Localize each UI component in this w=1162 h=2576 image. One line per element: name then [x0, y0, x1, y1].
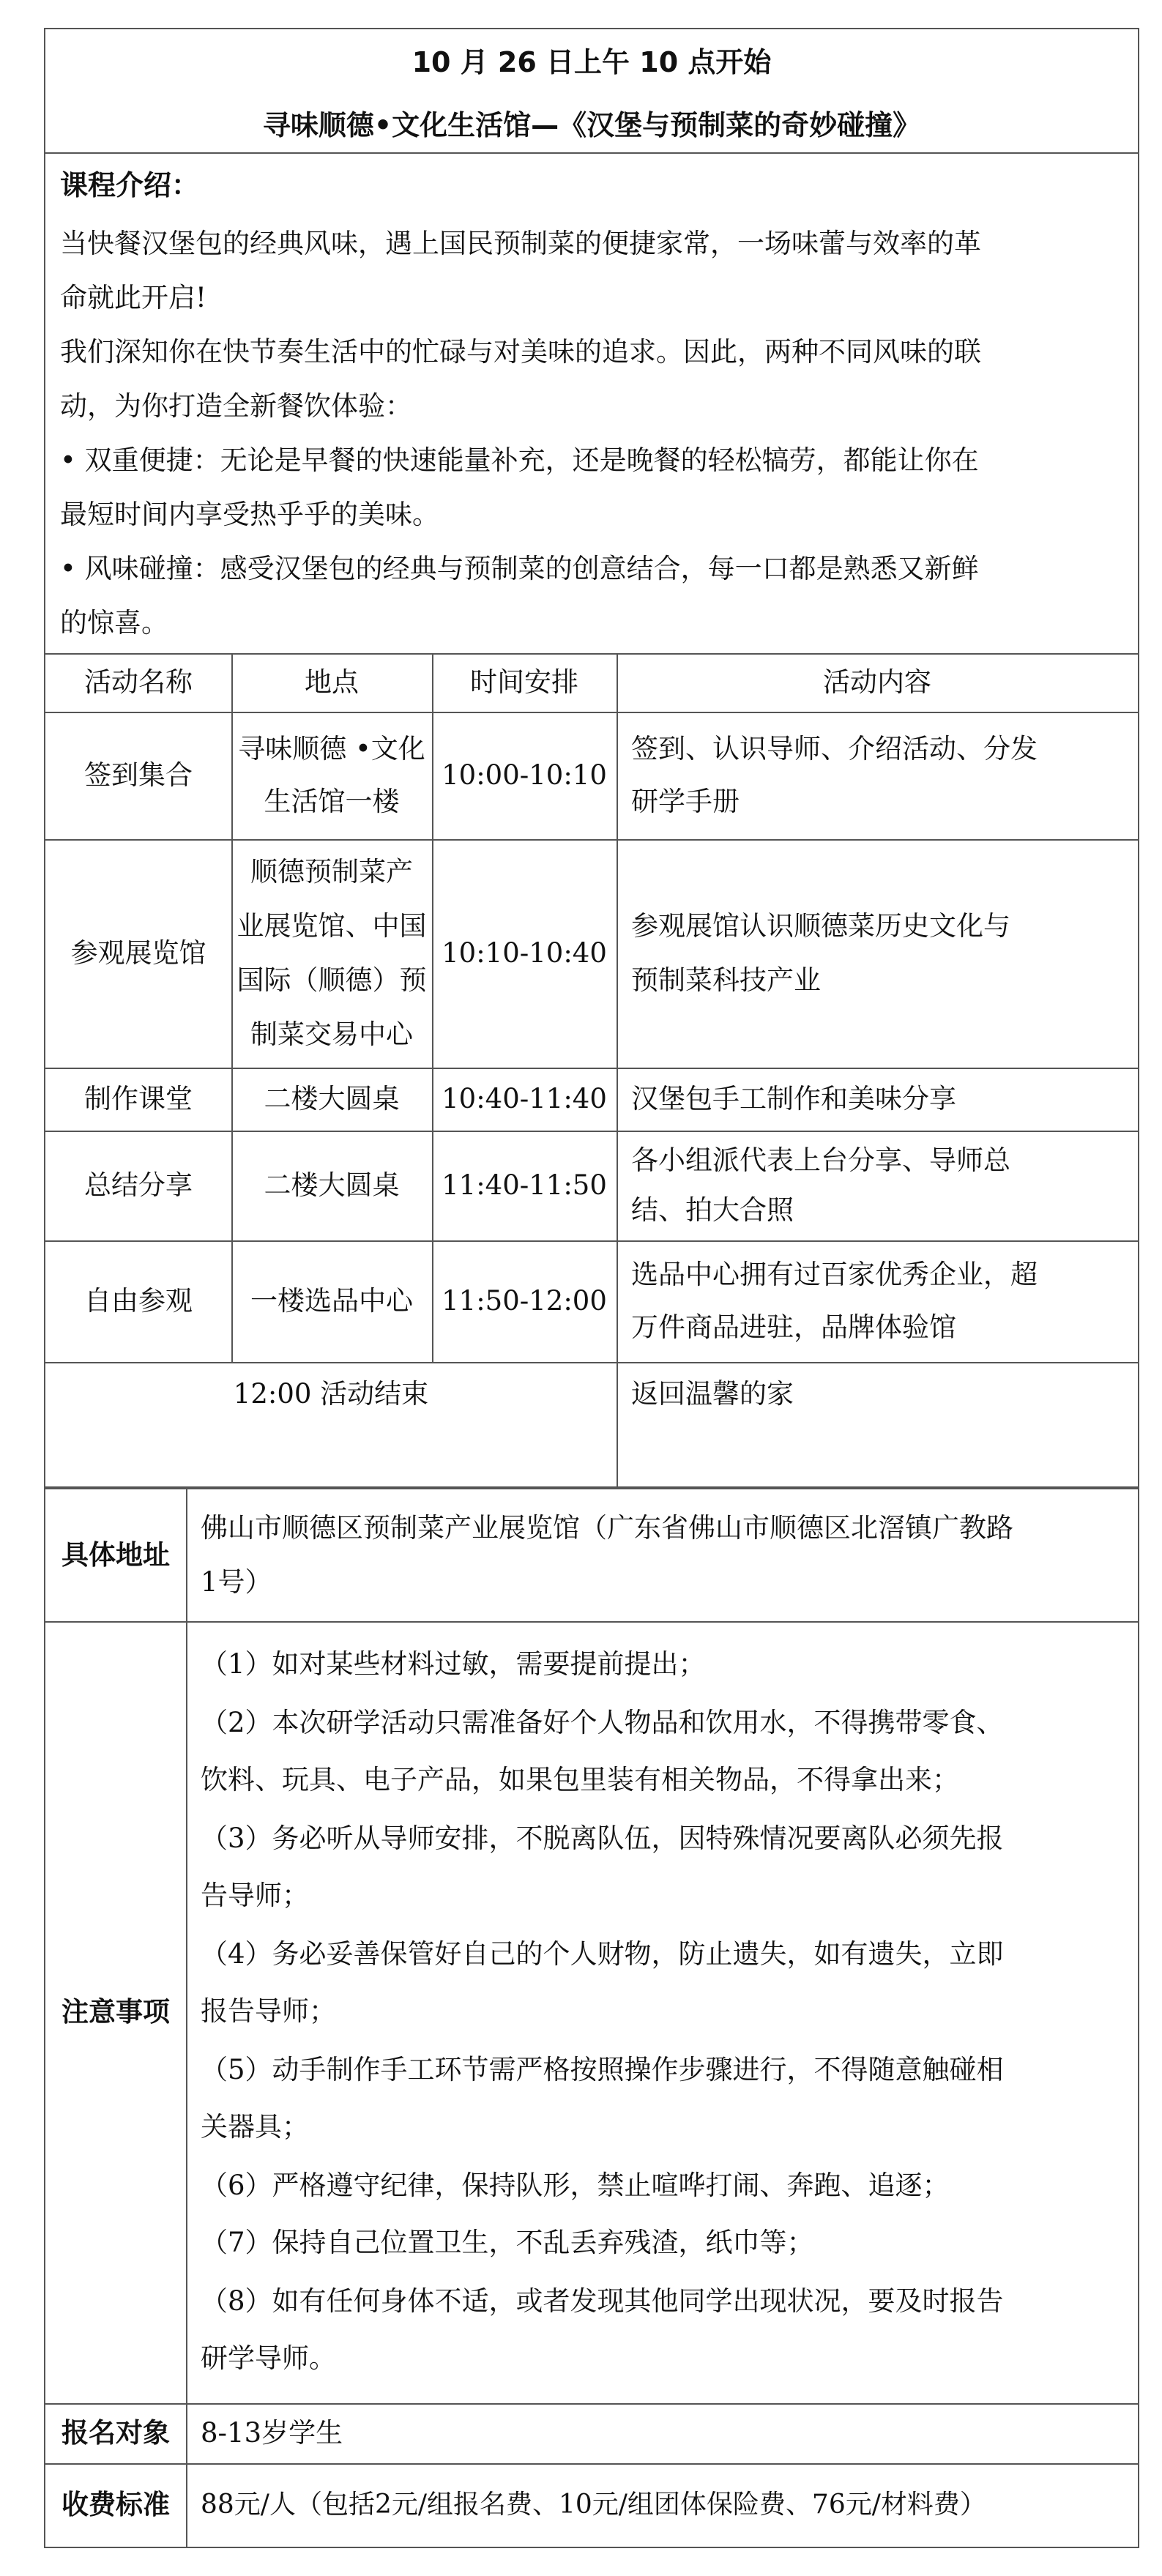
note-line: （4）务必妥善保管好自己的个人财物，防止遗失，如有遗失，立即 — [201, 1938, 1004, 1970]
note-line: （3）务必听从导师安排，不脱离队伍，因特殊情况要离队必须先报 — [201, 1823, 1004, 1854]
intro-line: 当快餐汉堡包的经典风味，遇上国民预制菜的便捷家常，一场味蕾与效率的革 — [60, 228, 981, 259]
table-col-border — [617, 653, 618, 1489]
target-value: 8-13岁学生 — [201, 2417, 343, 2449]
end-content: 返回温馨的家 — [631, 1378, 794, 1410]
intro-line: 命就此开启! — [60, 282, 206, 313]
header-divider — [45, 152, 1138, 154]
intro-line: 我们深知你在快节奏生活中的忙碌与对美味的追求。因此，两种不同风味的联 — [60, 336, 981, 368]
note-line: （7）保持自己位置卫生，不乱丢弃残渣，纸巾等； — [201, 2227, 814, 2258]
intro-line: 动，为你打造全新餐饮体验： — [60, 390, 412, 422]
table-header-place: 地点 — [305, 666, 359, 698]
intro-bullet: • 双重便捷：无论是早餐的快速能量补充，还是晚餐的轻松犒劳，都能让你在 — [60, 444, 979, 476]
page-title: 寻味顺德•文化生活馆—《汉堡与预制菜的奇妙碰撞》 — [262, 109, 921, 141]
note-line: （1）如对某些材料过敏，需要提前提出； — [201, 1648, 706, 1680]
date-line: 10 月 26 日上午 10 点开始 — [411, 46, 772, 78]
table-row-place: 寻味顺德 •文化 生活馆一楼 — [238, 733, 425, 817]
table-row-content: 选品中心拥有过百家优秀企业，超 万件商品进驻，品牌体验馆 — [631, 1259, 1038, 1343]
note-line: 报告导师； — [201, 1995, 336, 2027]
note-line: 告导师； — [201, 1880, 309, 1911]
end-time-label: 12:00 活动结束 — [233, 1378, 429, 1410]
table-row-content: 签到、认识导师、介绍活动、分发 研学手册 — [631, 733, 1038, 817]
intro-line: 的惊喜。 — [60, 607, 168, 639]
address-label: 具体地址 — [62, 1539, 170, 1571]
table-row-time: 11:40-11:50 — [442, 1169, 607, 1201]
note-line: 关器具； — [201, 2111, 309, 2143]
table-row-content: 各小组派代表上台分享、导师总 结、拍大合照 — [631, 1144, 1010, 1226]
table-row-place: 二楼大圆桌 — [264, 1083, 400, 1114]
table-row-name: 制作课堂 — [84, 1083, 193, 1114]
fee-value: 88元/人（包括2元/组报名费、10元/组团体保险费、76元/材料费） — [201, 2490, 986, 2520]
schedule-box — [44, 28, 1139, 1488]
table-row-place: 一楼选品中心 — [250, 1285, 413, 1317]
intro-bullet: • 风味碰撞：感受汉堡包的经典与预制菜的创意结合，每一口都是熟悉又新鲜 — [60, 553, 979, 584]
fee-label: 收费标准 — [62, 2489, 170, 2520]
note-line: （8）如有任何身体不适，或者发现其他同学出现状况，要及时报告 — [201, 2285, 1004, 2317]
note-line: （2）本次研学活动只需准备好个人物品和饮用水，不得携带零食、 — [201, 1707, 1004, 1738]
table-row-content: 参观展馆认识顺德菜历史文化与 预制菜科技产业 — [631, 910, 1010, 996]
table-header-content: 活动内容 — [823, 666, 931, 698]
address-value: 佛山市顺德区预制菜产业展览馆（广东省佛山市顺德区北滘镇广教路 1号） — [201, 1512, 1013, 1598]
details-row-border — [45, 1621, 1138, 1623]
table-row-name: 总结分享 — [84, 1169, 193, 1201]
details-col-border — [186, 1489, 187, 2547]
table-header-name: 活动名称 — [84, 666, 193, 698]
details-box — [44, 1488, 1139, 2548]
table-row-content: 汉堡包手工制作和美味分享 — [631, 1083, 956, 1114]
table-row-time: 10:40-11:40 — [442, 1083, 607, 1114]
notes-label: 注意事项 — [62, 1996, 170, 2028]
target-label: 报名对象 — [62, 2417, 170, 2449]
table-row-time: 11:50-12:00 — [442, 1285, 607, 1317]
table-row-time: 10:10-10:40 — [442, 937, 607, 969]
table-row-place: 顺德预制菜产 业展览馆、中国 国际（顺德）预 制菜交易中心 — [237, 856, 427, 1050]
note-line: 饮料、玩具、电子产品，如果包里装有相关物品，不得拿出来； — [201, 1764, 959, 1795]
note-line: 研学导师。 — [201, 2342, 336, 2374]
table-header-time: 时间安排 — [470, 666, 578, 698]
intro-heading: 课程介绍： — [60, 169, 200, 201]
note-line: （5）动手制作手工环节需严格按照操作步骤进行，不得随意触碰相 — [201, 2054, 1004, 2085]
table-row-time: 10:00-10:10 — [442, 759, 607, 791]
table-row-name: 签到集合 — [84, 759, 193, 791]
table-row-name: 自由参观 — [84, 1285, 193, 1317]
table-row-name: 参观展览馆 — [70, 937, 206, 969]
note-line: （6）严格遵守纪律，保持队形，禁止喧哗打闹、奔跑、追逐； — [201, 2170, 950, 2201]
intro-line: 最短时间内享受热乎乎的美味。 — [60, 499, 439, 530]
table-row-place: 二楼大圆桌 — [264, 1169, 400, 1201]
